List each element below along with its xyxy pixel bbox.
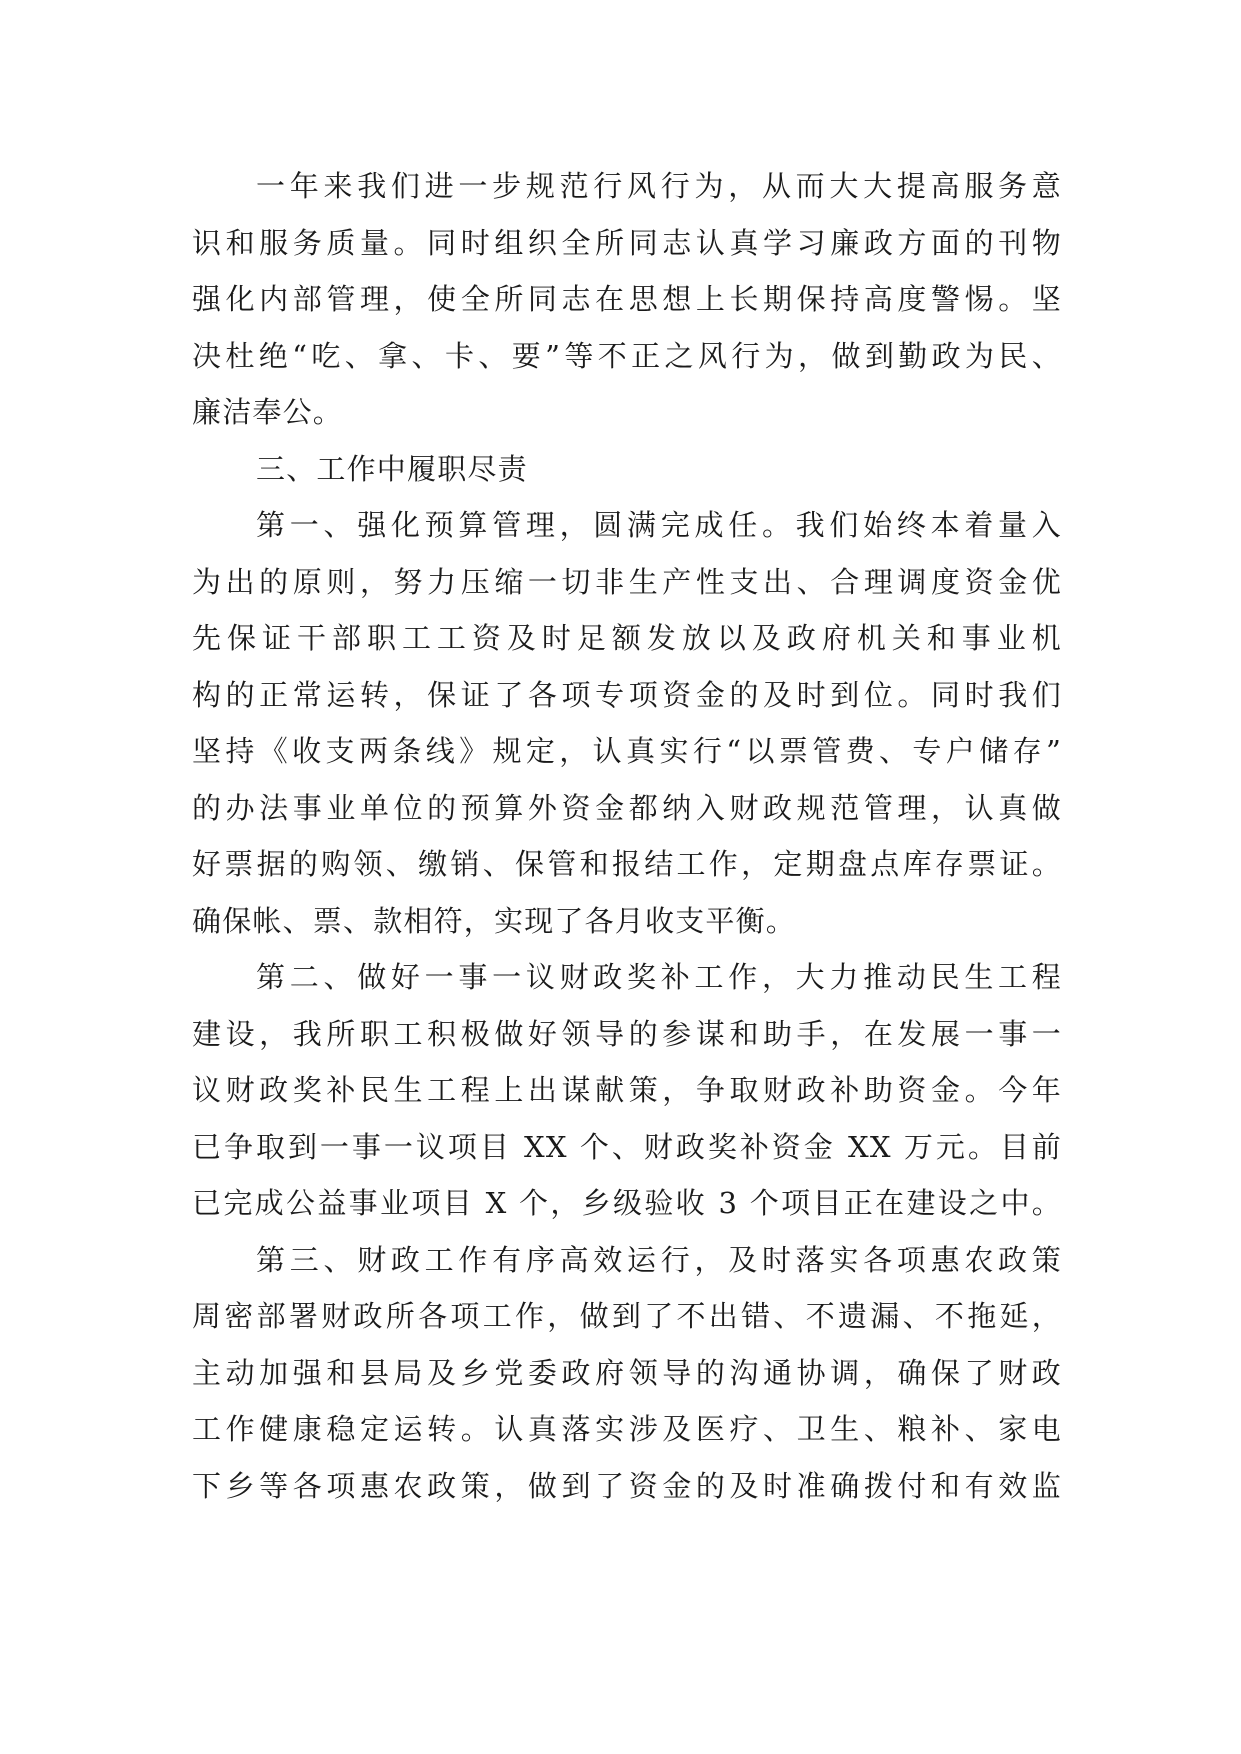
text-line: 构的正常运转，保证了各项专项资金的及时到位。同时我们 (192, 677, 1062, 712)
text-line: 第一、强化预算管理，圆满完成任。我们始终本着量入 (256, 508, 1062, 542)
text-line: 先保证干部职工工资及时足额发放以及政府机关和事业机 (192, 621, 1062, 655)
text-line: 决杜绝“吃、拿、卡、要”等不正之风行为，做到勤政为民、 (192, 338, 1062, 373)
text-line: 工作健康稳定运转。认真落实涉及医疗、卫生、粮补、家电 (192, 1412, 1062, 1446)
text-line: 下乡等各项惠农政策，做到了资金的及时准确拨付和有效监 (192, 1468, 1062, 1503)
text-line: 第三、财政工作有序高效运行，及时落实各项惠农政策 (256, 1242, 1062, 1277)
text-line: 识和服务质量。同时组织全所同志认真学习廉政方面的刊物 (192, 225, 1062, 260)
text-line: 好票据的购领、缴销、保管和报结工作，定期盘点库存票证。 (192, 847, 1062, 881)
text-line: 已完成公益事业项目 X 个，乡级验收 3 个项目正在建设之中。 (192, 1186, 1062, 1220)
text-line: 主动加强和县局及乡党委政府领导的沟通协调，确保了财政 (192, 1355, 1062, 1390)
text-line: 议财政奖补民生工程上出谋献策，争取财政补助资金。今年 (192, 1073, 1062, 1107)
text-line: 周密部署财政所各项工作，做到了不出错、不遗漏、不拖延， (192, 1299, 1062, 1333)
text-line: 确保帐、票、款相符，实现了各月收支平衡。 (192, 903, 797, 938)
text-line: 强化内部管理，使全所同志在思想上长期保持高度警惕。坚 (192, 282, 1062, 316)
text-line: 建设，我所职工积极做好领导的参谋和助手，在发展一事一 (192, 1016, 1062, 1051)
text-line: 廉洁奉公。 (192, 395, 344, 429)
section-heading: 三、工作中履职尽责 (256, 451, 528, 486)
text-line: 已争取到一事一议项目 XX 个、财政奖补资金 XX 万元。目前 (192, 1129, 1062, 1164)
text-line: 一年来我们进一步规范行风行为，从而大大提高服务意 (256, 169, 1062, 203)
text-line: 的办法事业单位的预算外资金都纳入财政规范管理，认真做 (192, 790, 1062, 825)
text-line: 为出的原则，努力压缩一切非生产性支出、合理调度资金优 (192, 564, 1062, 599)
text-line: 坚持《收支两条线》规定，认真实行“以票管费、专户储存” (192, 734, 1062, 768)
text-line: 第二、做好一事一议财政奖补工作，大力推动民生工程 (256, 960, 1062, 994)
document-body (192, 158, 1062, 1514)
